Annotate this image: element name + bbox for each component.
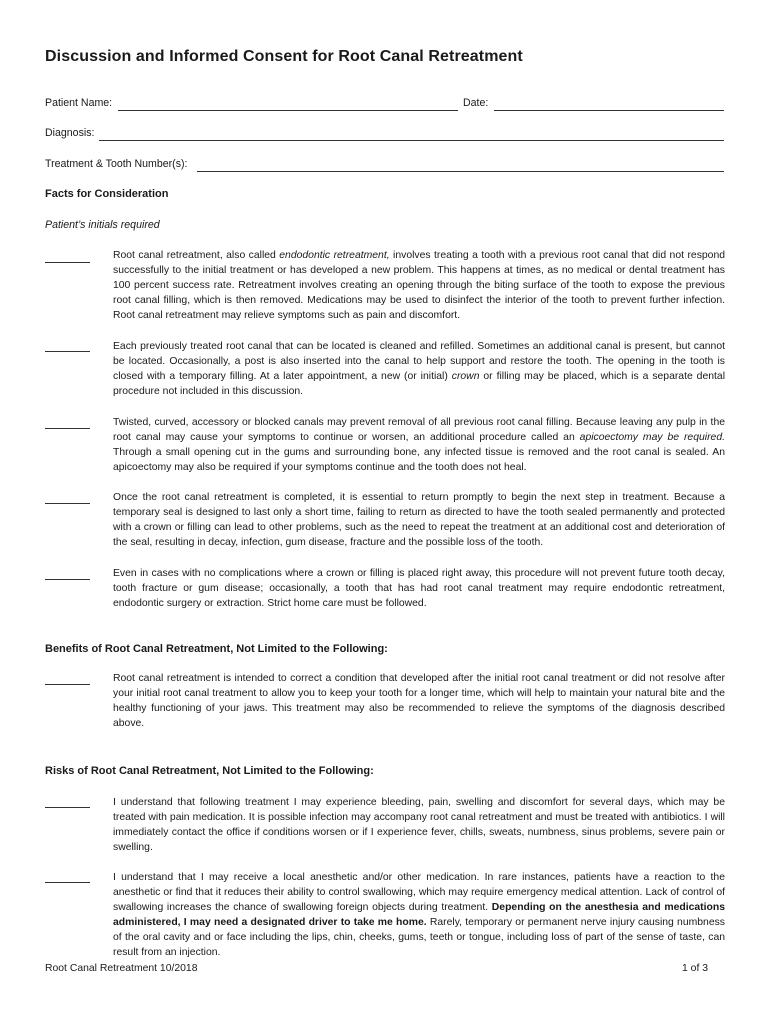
initials-field[interactable] xyxy=(45,807,90,808)
fact-text: Root canal retreatment, also called endodontic retreatment, involves treating a tooth with a previous root canal that did not respond successfully to the initial treatment or has developed a new problem. This happens at times, as no medical or dental treatment has 100 percent success rate. Retreatment involves creating an opening through the biting surface of the tooth to expose the previous root canal filling, which is then removed. Medications may be used to disinfect the interior of the tooth to prevent further infection. Root canal retreatment may relieve symptoms such as pain and discomfort. xyxy=(113,250,725,321)
facts-heading: Facts for Consideration xyxy=(45,188,169,200)
patient-name-label: Patient Name: xyxy=(45,97,113,109)
initials-note: Patient’s initials required xyxy=(45,219,160,231)
initials-field[interactable] xyxy=(45,684,90,685)
benefits-heading: Benefits of Root Canal Retreatment, Not Limited to the Following: xyxy=(45,643,388,655)
diagnosis-label: Diagnosis: xyxy=(45,127,95,139)
treatment-field[interactable] xyxy=(197,171,724,172)
initials-field[interactable] xyxy=(45,503,90,504)
page-number: 1 of 3 xyxy=(682,963,708,974)
treatment-label: Treatment & Tooth Number(s): xyxy=(45,158,188,170)
initials-field[interactable] xyxy=(45,579,90,580)
fact-text: Twisted, curved, accessory or blocked canals may prevent removal of all previous root canal filling. Because leaving any pulp in the root canal may cause your symptoms to continue or worsen, an additional procedure called an apicoectomy may be required. Through a small opening cut in the gums and surrounding bone, any infected tissue is removed and the root canal is sealed. An apicoectomy may also be required if your symptoms continue and the tooth does not heal. xyxy=(113,417,725,473)
risks-heading: Risks of Root Canal Retreatment, Not Limited to the Following: xyxy=(45,765,374,777)
patient-name-field[interactable] xyxy=(118,110,458,111)
initials-field[interactable] xyxy=(45,262,90,263)
risk-text: I understand that I may receive a local anesthetic and/or other medication. In rare instances, patients have a reaction to the anesthetic or find that it reduces their ability to control swallowing, which may require emergency medical attention. Lack of control of swallowing increases the chance of swallowing foreign objects during treatment. Depending on the anesthesia and medications administered, I may need a designated driver to take me home. Rarely, temporary or permanent nerve injury causing numbness of the oral cavity and or face including the lips, chin, cheeks, gums, teeth or tongue, including loss of part of the sense of taste, can result from an injection. xyxy=(113,872,726,958)
page-title: Discussion and Informed Consent for Root Canal Retreatment xyxy=(45,48,523,65)
fact-text: Even in cases with no complications where a crown or filling is placed right away, this procedure will not prevent future tooth decay, tooth fracture or gum disease; occasionally, a tooth that has had root canal treatment may require endodontic retreatment, endodontic surgery or extraction. Strict home care must be followed. xyxy=(113,568,725,609)
date-field[interactable] xyxy=(494,110,724,111)
date-label: Date: xyxy=(463,97,489,109)
fact-text: Once the root canal retreatment is completed, it is essential to return promptly to begin the next step in treatment. Because a temporary seal is designed to last only a short time, failing to return as directed to have the tooth sealed permanently and protected with a crown or filling can lead to other problems, such as the need to repeat the treatment at an additional cost and deterioration of the seal, resulting in decay, infection, gum disease, fracture and the possible loss of the tooth. xyxy=(113,492,725,548)
footer-document-id: Root Canal Retreatment 10/2018 xyxy=(45,963,198,974)
initials-field[interactable] xyxy=(45,351,90,352)
benefit-text: Root canal retreatment is intended to correct a condition that developed after the initial root canal treatment or did not resolve after your initial root canal treatment to allow you to keep your tooth for a longer time, which will help to maintain your natural bite and the healthy functioning of your jaws. This treatment may also be recommended to relieve the symptoms of the diagnosis described above. xyxy=(113,673,725,729)
risk-text: I understand that following treatment I may experience bleeding, pain, swelling and discomfort for several days, which may be treated with pain medication. It is possible infection may accompany root canal retreatment and must be treated with antibiotics. I will immediately contact the office if conditions worsen or if I experience fever, chills, sweats, numbness, sinus problems, severe pain or swelling. xyxy=(113,797,725,853)
fact-text: Each previously treated root canal that can be located is cleaned and refilled. Sometimes an additional canal is present, but cannot be located. Occasionally, a post is also inserted into the canal to help support and restore the tooth. The opening in the tooth is closed with a temporary filling. At a later appointment, a new (or initial) crown or filling may be placed, which is a separate dental procedure not included in this discussion. xyxy=(113,341,725,397)
diagnosis-field[interactable] xyxy=(99,140,724,141)
initials-field[interactable] xyxy=(45,882,90,883)
initials-field[interactable] xyxy=(45,428,90,429)
